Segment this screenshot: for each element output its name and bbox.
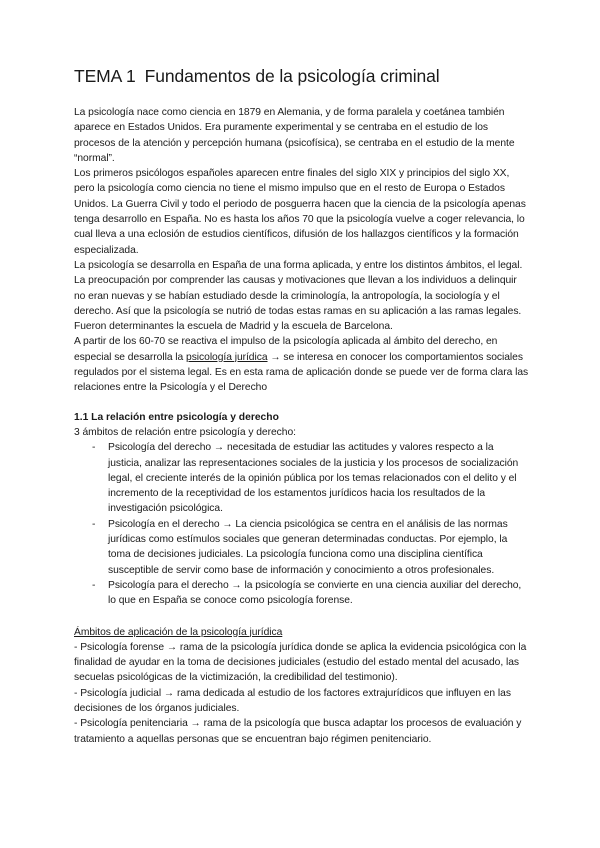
area-item: - Psicología judicial → rama dedicada al estudio de los factores extrajurídicos que influyen en las decisiones de los órganos judiciales. xyxy=(74,687,511,714)
areas-heading: Ámbitos de aplicación de la psicología jurídica xyxy=(74,626,283,638)
page-title xyxy=(74,66,530,87)
list-item: - Psicología en el derecho → La ciencia psicológica se centra en el análisis de las normas jurídicas como estímulos sociales que generan determinadas conductas. Por ejemplo, la toma de decisiones judiciales. La psicología funciona como una disciplina científica susceptible de servir como base de información y conocimiento a otros profesionales. xyxy=(92,518,508,576)
topic-number: TEMA 1 xyxy=(74,66,136,86)
dash-bullet: - xyxy=(92,518,96,530)
dash-bullet: - xyxy=(92,442,96,454)
list-item: - Psicología del derecho → necesitada de estudiar las actitudes y valores respecto a la justicia, analizar las representaciones sociales de la justicia y los procesos de socialización legal, el creciente interés de la opinión pública por los temas relacionados con el delito y el incremento de la receptividad de los estamentos jurídicos hacia los resultados de la investigación psicológica. xyxy=(92,442,519,515)
intro-paragraph xyxy=(74,334,530,395)
dash-bullet: - xyxy=(92,579,96,591)
intro-text: A partir de los 60-70 se reactiva el impulso de la psicología aplicada al ámbito del derecho, en especial se desarrolla la xyxy=(74,336,498,363)
document-page xyxy=(74,66,530,747)
list-item: - Psicología para el derecho → la psicología se convierte en una ciencia auxiliar del derecho, lo que en España se conoce como psicología forense. xyxy=(92,579,522,607)
area-item: - Psicología forense → rama de la psicología jurídica donde se aplica la evidencia psicológica con la finalidad de ayudar en la toma de decisiones judiciales (estudio del estado mental del acusado, las secuelas psicológicas de la victimización, la credibilidad del testimonio). xyxy=(74,641,527,684)
topic-title: Fundamentos de la psicología criminal xyxy=(144,66,440,86)
intro-paragraph: La psicología se desarrolla en España de una forma aplicada, y entre los distintos ámbitos, el legal. La preocupación por comprender las causas y motivaciones que llevan a los individuos a delinquir no eran nuevas y se habían estudiado desde la criminología, la antropología, la sociología y el derecho. Así que la psicología se nutrió de todas estas ramas en su aplicación a las ramas legales. Fueron determinantes la escuela de Madrid y la escuela de Barcelona. xyxy=(74,259,523,333)
intro-section xyxy=(74,105,530,396)
legal-psychology-term: psicología jurídica xyxy=(186,351,268,363)
scopes-list xyxy=(74,440,530,608)
intro-paragraph: Los primeros psicólogos españoles aparecen entre finales del siglo XIX y principios del siglo XX, pero la psicología como ciencia no tiene el mismo impulso que en el resto de Europa o Estados Unidos. La Guerra Civil y todo el periodo de posguerra hacen que la ciencia de la psicología apenas tenga desarrollo en España. No es hasta los años 70 que la psicología vuelve a coger relevancia, lo cual lleva a una eclosión de estudios científicos, difusión de los hallazgos científicos y la formación especializada. xyxy=(74,168,526,256)
intro-paragraph: La psicología nace como ciencia en 1879 en Alemania, y de forma paralela y coetánea también aparece en Estados Unidos. Era puramente experimental y se centraba en el estudio de los procesos de la atención y percepción humana (psicofísica), se centraba en el estudio de la mente “normal”. xyxy=(74,107,515,164)
section-lead: 3 ámbitos de relación entre psicología y derecho: xyxy=(74,426,296,438)
area-item: - Psicología penitenciaria → rama de la psicología que busca adaptar los procesos de evaluación y tratamiento a aquellas personas que se encuentran bajo régimen penitenciario. xyxy=(74,718,522,745)
section-heading: 1.1 La relación entre psicología y derecho xyxy=(74,411,279,423)
intro-text: → se interesa en conocer los comportamientos sociales regulados por el sistema legal. Es en esta rama de aplicación donde se puede ver de forma clara las relaciones entre la Psicología y el Derecho xyxy=(74,351,529,394)
